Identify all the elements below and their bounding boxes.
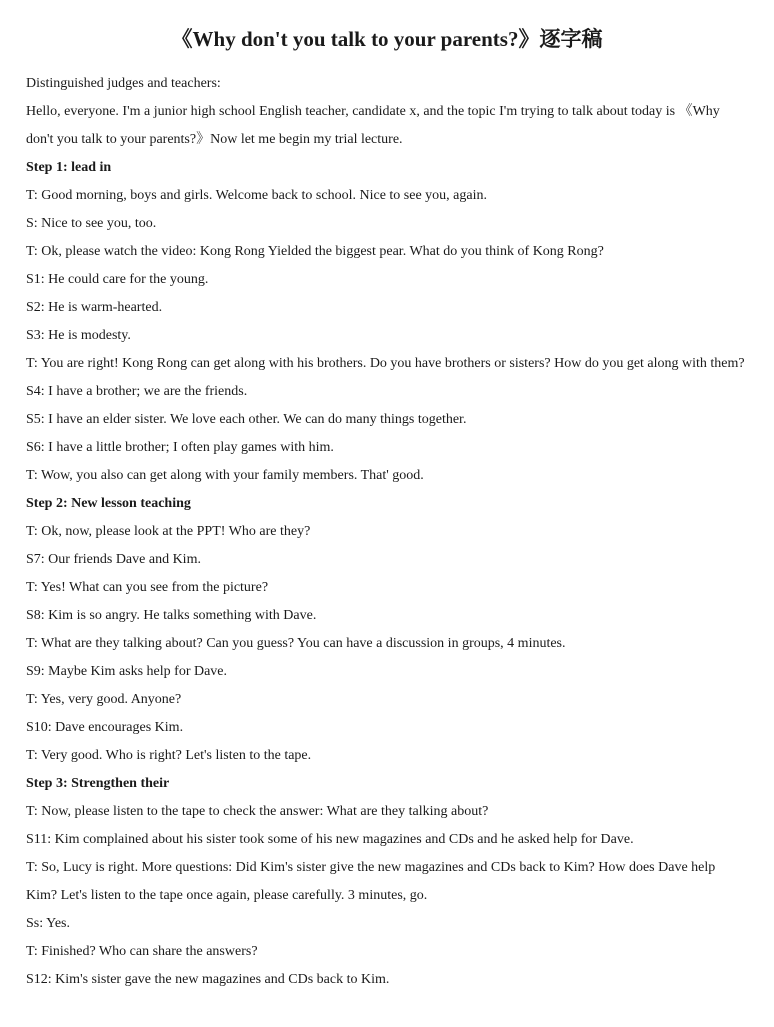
paragraph: S6: I have a little brother; I often play games with him.: [26, 440, 334, 455]
paragraph: S4: I have a brother; we are the friends.: [26, 384, 248, 399]
section-heading: Step 1: lead in: [26, 160, 112, 175]
paragraph: T: Finished? Who can share the answers?: [26, 944, 258, 959]
paragraph: S11: Kim complained about his sister took some of his new magazines and CDs and he asked help for Dave.: [26, 832, 634, 847]
paragraph: S1: He could care for the young.: [26, 272, 209, 287]
paragraph: T: Wow, you also can get along with your family members. That' good.: [26, 468, 424, 483]
paragraph: T: Yes! What can you see from the picture?: [26, 580, 269, 595]
paragraph: T: Good morning, boys and girls. Welcome back to school. Nice to see you, again.: [26, 188, 487, 203]
paragraph: S5: I have an elder sister. We love each other. We can do many things together.: [26, 412, 467, 427]
paragraph: T: Now, please listen to the tape to check the answer: What are they talking about?: [26, 804, 489, 819]
paragraph: T: What are they talking about? Can you guess? You can have a discussion in groups, 4 minutes.: [26, 636, 566, 651]
paragraph: S9: Maybe Kim asks help for Dave.: [26, 664, 228, 679]
paragraph: S7: Our friends Dave and Kim.: [26, 552, 201, 567]
paragraph: T: Ok, please watch the video: Kong Rong Yielded the biggest pear. What do you think of Kong Rong?: [26, 244, 604, 259]
paragraph: S8: Kim is so angry. He talks something with Dave.: [26, 608, 317, 623]
paragraph: Distinguished judges and teachers:: [26, 76, 221, 91]
document-body: [26, 70, 746, 994]
paragraph: T: So, Lucy is right. More questions: Did Kim's sister give the new magazines and CDs back to Kim? How does Dave help Kim? Let's listen to the tape once again, please carefully. 3 minutes, go.: [26, 860, 716, 903]
paragraph: S12: Kim's sister gave the new magazines and CDs back to Kim.: [26, 972, 390, 987]
section-heading: Step 3: Strengthen their: [26, 776, 170, 791]
paragraph: S: Nice to see you, too.: [26, 216, 157, 231]
paragraph: T: You are right! Kong Rong can get along with his brothers. Do you have brothers or sisters? How do you get along with them?: [26, 356, 745, 371]
section-heading: Step 2: New lesson teaching: [26, 496, 191, 511]
paragraph: S10: Dave encourages Kim.: [26, 720, 184, 735]
paragraph: S2: He is warm-hearted.: [26, 300, 163, 315]
paragraph: T: Very good. Who is right? Let's listen to the tape.: [26, 748, 312, 763]
paragraph: T: Ok, now, please look at the PPT! Who are they?: [26, 524, 311, 539]
paragraph: T: Yes, very good. Anyone?: [26, 692, 182, 707]
document-title: 《Why don't you talk to your parents?》逐字稿: [171, 27, 603, 51]
paragraph: Ss: Yes.: [26, 916, 70, 931]
paragraph: Hello, everyone. I'm a junior high school English teacher, candidate x, and the topic I'm trying to talk about today is 《Why don't you talk to your parents?》Now let me begin my trial lecture.: [26, 104, 720, 147]
paragraph: S3: He is modesty.: [26, 328, 131, 343]
